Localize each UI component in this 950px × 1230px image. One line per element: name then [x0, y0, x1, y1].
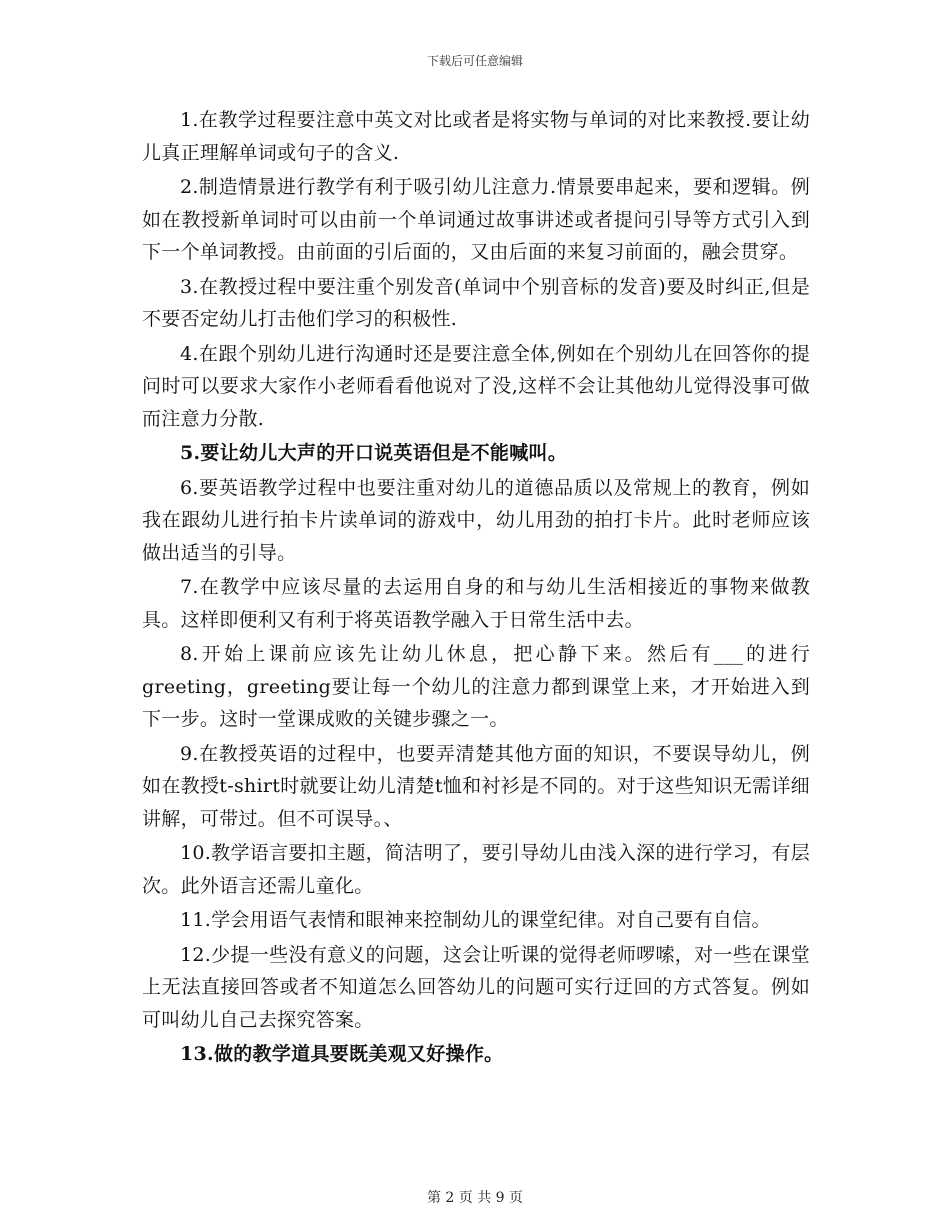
paragraph-11: 11.学会用语气表情和眼神来控制幼儿的课堂纪律。对自己要有自信。	[180, 909, 771, 931]
paragraph-4: 4.在跟个别幼儿进行沟通时还是要注意全体,例如在个别幼儿在回答你的提问时可以要求大家作小老师看看他说对了没,这样不会让其他幼儿觉得没事可做而注意力分散.	[142, 342, 810, 430]
paragraph-7: 7.在教学中应该尽量的去运用自身的和与幼儿生活相接近的事物来做教具。这样即便利又有利于将英语教学融入于日常生活中去。	[142, 576, 810, 631]
document-body	[142, 104, 810, 1073]
paragraph-2: 2.制造情景进行教学有利于吸引幼儿注意力.情景要串起来，要和逻辑。例如在教授新单词时可以由前一个单词通过故事讲述或者提问引导等方式引入到下一个单词教授。由前面的引后面的，又由后面的来复习前面的，融会贯穿。	[142, 176, 810, 263]
paragraph-3: 3.在教授过程中要注重个别发音(单词中个别音标的发音)要及时纠正,但是不要否定幼儿打击他们学习的积极性.	[142, 275, 810, 330]
paragraph-1: 1.在教学过程要注意中英文对比或者是将实物与单词的对比来教授.要让幼儿真正理解单词或句子的含义.	[142, 109, 810, 164]
paragraph-9: 9.在教授英语的过程中，也要弄清楚其他方面的知识，不要误导幼儿，例如在教授t-shirt时就要让幼儿清楚t恤和衬衫是不同的。对于这些知识无需详细讲解，可带过。但不可误导。、	[142, 742, 810, 830]
paragraph-10: 10.教学语言要扣主题，简洁明了，要引导幼儿由浅入深的进行学习，有层次。此外语言还需儿童化。	[142, 842, 810, 897]
page-number: 第 2 页 共 9 页	[426, 1190, 524, 1206]
paragraph-5: 5.要让幼儿大声的开口说英语但是不能喊叫。	[180, 442, 568, 464]
paragraph-12: 12.少提一些没有意义的问题，这会让听课的觉得老师啰嗦，对一些在课堂上无法直接回答或者不知道怎么回答幼儿的问题可实行迂回的方式答复。例如可叫幼儿自己去探究答案。	[142, 943, 810, 1031]
paragraph-13: 13.做的教学道具要既美观又好操作。	[180, 1043, 504, 1065]
paragraph-8: 8.开始上课前应该先让幼儿休息，把心静下来。然后有___的进行greeting，greeting要让每一个幼儿的注意力都到课堂上来，才开始进入到下一步。这时一堂课成败的关键步骤之一。	[142, 643, 810, 730]
page-header-note: 下载后可任意编辑	[426, 54, 523, 68]
paragraph-6: 6.要英语教学过程中也要注重对幼儿的道德品质以及常规上的教育，例如我在跟幼儿进行拍卡片读单词的游戏中，幼儿用劲的拍打卡片。此时老师应该做出适当的引导。	[142, 476, 810, 564]
